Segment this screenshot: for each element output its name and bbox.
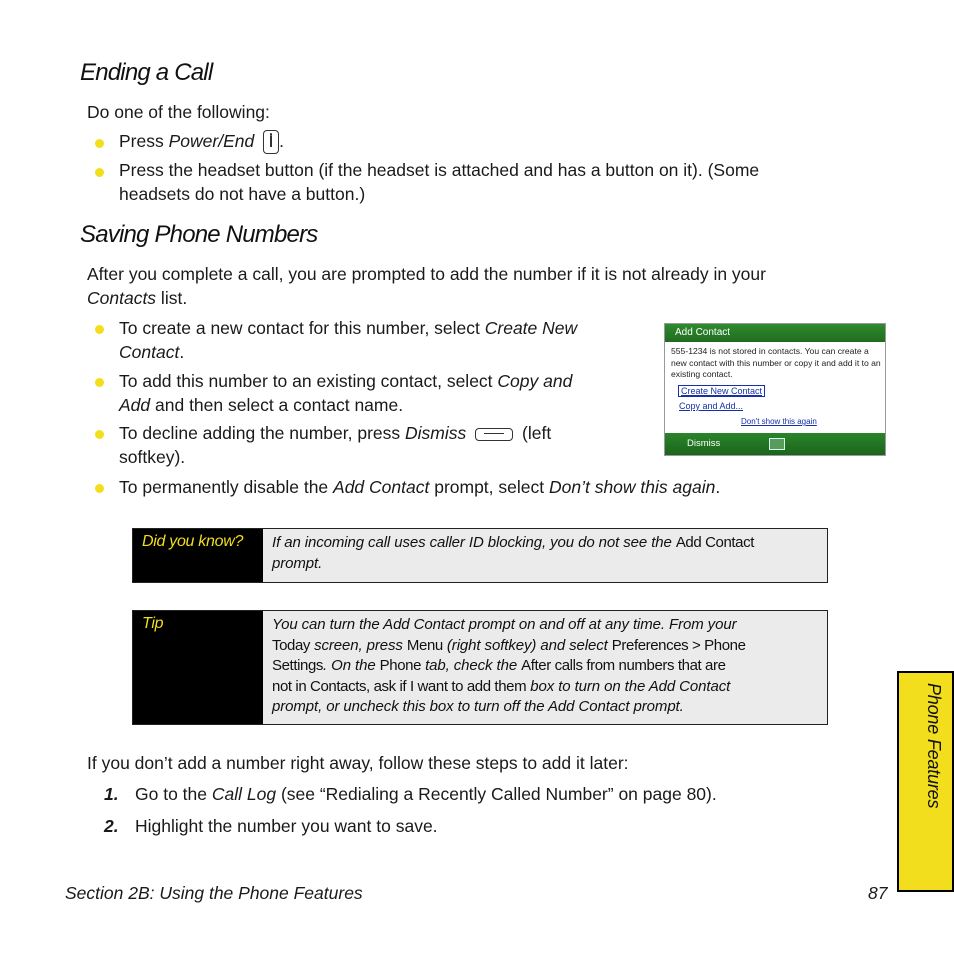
dont-show-again-link[interactable]: Don't show this again [741, 417, 817, 426]
menu-term: Menu [406, 636, 443, 654]
copy-and-add-link[interactable]: Copy and Add... [679, 401, 744, 411]
bullet-create-new [119, 316, 577, 364]
step-number: 2. [104, 816, 119, 836]
phone-tab-term: Phone [379, 657, 422, 674]
text: To create a new contact for this number, select [119, 318, 485, 338]
copy-and-term: Copy and [497, 371, 573, 391]
text: prompt. [272, 554, 323, 572]
footer-section: Section 2B: Using the Phone Features [65, 883, 363, 903]
text: (see “Redialing a Recently Called Number” on page 80). [276, 784, 717, 804]
text: After you complete a call, you are prompted to add the number if it is not already in your [87, 264, 766, 284]
text: . [279, 131, 284, 151]
text: Press the headset button (if the headset is attached and has a button on it). (Some [119, 160, 760, 180]
text: . [179, 342, 185, 362]
create-new-contact-link[interactable]: Create New Contact [678, 385, 765, 397]
screen-softkey-bar [665, 433, 885, 455]
dont-show-term: Don’t show this again [548, 477, 716, 497]
bullet-dot [95, 139, 104, 148]
side-tab-label: Phone Features [924, 683, 944, 809]
bullet-dot [95, 378, 104, 387]
text: softkey). [119, 447, 186, 467]
text: You can turn the Add Contact prompt on and off at any time. From your [272, 616, 737, 633]
create-new-term: Create New [484, 318, 578, 338]
did-you-know-box [132, 528, 828, 583]
screen-message: 555-1234 is not stored in contacts. You can create a new contact with this number or copy it and add it to an existing contact. [671, 346, 881, 379]
text: Highlight the number you want to save. [135, 816, 438, 836]
keyboard-icon[interactable] [769, 438, 785, 450]
heading-ending-a-call: Ending a Call [80, 59, 213, 86]
tip-box [132, 610, 828, 725]
text: box to turn on the Add Contact [526, 677, 731, 695]
add-contact-term: Add Contact [333, 477, 430, 497]
step-1 [104, 782, 717, 806]
text: prompt, or uncheck this box to turn off the Add Contact prompt. [272, 698, 684, 715]
heading-saving-phone-numbers: Saving Phone Numbers [80, 221, 318, 248]
tip-label: Tip [133, 611, 263, 724]
text: tab, check the [421, 657, 522, 674]
dismiss-softkey[interactable]: Dismiss [687, 438, 721, 449]
text: screen, press [310, 636, 407, 654]
text: list. [156, 288, 188, 308]
option-term: After calls from numbers that are [521, 657, 726, 674]
preferences-phone-term: Preferences > Phone [611, 636, 746, 654]
bullet-disable-prompt [119, 475, 720, 499]
ending-call-intro: Do one of the following: [87, 102, 270, 122]
bullet-dot [95, 325, 104, 334]
text: (left [517, 423, 552, 443]
bullet-dismiss [119, 421, 551, 469]
left-softkey-icon [475, 428, 513, 441]
power-end-key-label: Power/End [168, 131, 255, 151]
add-contact-term: Add Contact [675, 534, 754, 551]
text: . On the [323, 657, 380, 674]
bullet-dot [95, 168, 104, 177]
bullet-dot [95, 484, 104, 493]
dismiss-term: Dismiss [405, 423, 467, 443]
text: . [715, 477, 721, 497]
text: headsets do not have a button.) [119, 184, 366, 204]
settings-term: Settings [272, 657, 323, 674]
bullet-dot [95, 430, 104, 439]
text: Press [119, 131, 169, 151]
saving-intro [87, 262, 766, 310]
today-term: Today [272, 636, 311, 654]
option-term-cont: not in Contacts, ask if I want to add them [272, 677, 527, 695]
steps-intro: If you don’t add a number right away, follow these steps to add it later: [87, 753, 629, 773]
did-you-know-label: Did you know? [133, 529, 263, 582]
bullet-headset [119, 158, 759, 206]
text: (right softkey) and select [442, 636, 612, 654]
text: prompt, select [429, 477, 549, 497]
call-log-term: Call Log [211, 784, 277, 804]
text: To add this number to an existing contact, select [119, 371, 498, 391]
power-end-key-icon [263, 130, 279, 154]
text: Go to the [135, 784, 212, 804]
text: To decline adding the number, press [119, 423, 406, 443]
bullet-power-end [119, 129, 284, 154]
bullet-copy-add [119, 369, 572, 417]
text: To permanently disable the [119, 477, 334, 497]
step-number: 1. [104, 784, 119, 804]
screen-title: Add Contact [665, 324, 885, 342]
add-contact-screenshot [664, 323, 886, 456]
text: and then select a contact name. [150, 395, 404, 415]
step-2 [104, 814, 438, 838]
side-tab [897, 671, 954, 892]
tip-text [272, 615, 821, 718]
contact-term: Contact [119, 342, 180, 362]
contacts-term: Contacts [87, 288, 157, 308]
text: If an incoming call uses caller ID blocking, you do not see the [272, 534, 676, 551]
did-you-know-text [272, 533, 821, 574]
page-number: 87 [868, 883, 888, 903]
add-term: Add [119, 395, 151, 415]
